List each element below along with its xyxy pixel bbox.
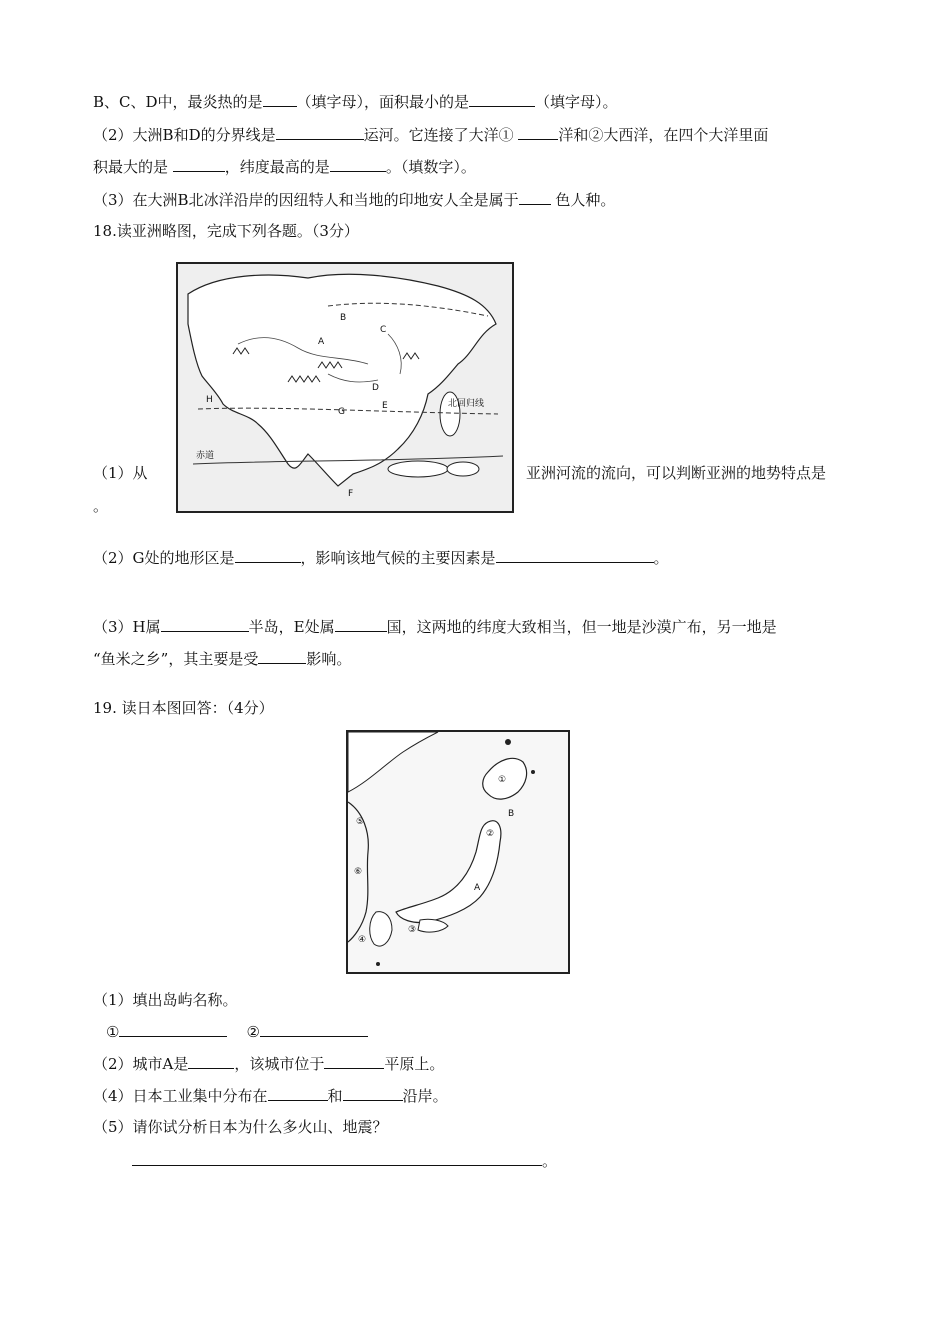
map-label-n5: ⑤ — [356, 817, 365, 827]
q18-text: 。 — [653, 549, 669, 567]
answer-blank[interactable] — [173, 156, 225, 172]
q18-s1-period: 。 — [93, 497, 109, 515]
q19-s4 — [93, 1085, 448, 1106]
q17-text: 色人种。 — [555, 191, 616, 209]
q17-line-3 — [93, 156, 476, 177]
q18-text: “鱼米之乡”，其主要是受 — [93, 650, 259, 668]
q19-text: 沿岸。 — [402, 1087, 448, 1105]
answer-blank[interactable] — [496, 547, 654, 563]
map-label-a: A — [318, 337, 325, 347]
q19-text: ② — [246, 1023, 260, 1041]
map-label-equator: 赤道 — [196, 451, 215, 461]
answer-blank[interactable] — [235, 547, 301, 563]
q19-text: （2）城市A是 — [93, 1055, 189, 1073]
q19-s1-blanks — [106, 1021, 368, 1042]
q17-text: （填字母）。 — [535, 93, 618, 111]
map-label-tropic: 北回归线 — [448, 399, 485, 409]
map-label-n6: ⑥ — [354, 867, 363, 877]
q17-text: 运河。它连接了大洋① — [363, 126, 514, 144]
japan-map-drawing — [348, 732, 568, 972]
q18-text: 国，这两地的纬度大致相当，但一地是沙漠广布，另一地是 — [386, 618, 777, 636]
q17-text: 。（填数字）。 — [385, 158, 476, 176]
q18-text: ，影响该地气候的主要因素是 — [300, 549, 496, 567]
q19-s1: （1）填出岛屿名称。 — [93, 991, 238, 1009]
map-label-b: B — [340, 313, 347, 323]
map-label-h: H — [206, 395, 213, 405]
map-label-g: G — [338, 407, 345, 417]
q18-s3 — [93, 616, 777, 637]
q17-text: 洋和②大西洋，在四个大洋里面 — [558, 126, 769, 144]
q19-s5: （5）请你试分析日本为什么多火山、地震？ — [93, 1118, 388, 1136]
asia-map-drawing — [178, 264, 512, 511]
japan-map — [346, 730, 570, 974]
answer-blank[interactable] — [188, 1053, 234, 1069]
answer-blank[interactable] — [268, 1085, 328, 1101]
answer-blank[interactable] — [161, 616, 249, 632]
answer-blank[interactable] — [519, 189, 551, 205]
map-label-b: B — [508, 809, 515, 819]
q18-text: （2）G处的地形区是 — [93, 549, 235, 567]
map-label-e: E — [382, 401, 388, 411]
q18-text: 影响。 — [306, 650, 352, 668]
q19-text: （4）日本工业集中分布在 — [93, 1087, 268, 1105]
q18-text: （3）H属 — [93, 618, 161, 636]
q17-text: B、C、D中，最炎热的是 — [93, 93, 263, 111]
q17-text: （填字母），面积最小的是 — [296, 93, 470, 111]
q18-s2 — [93, 547, 669, 568]
q17-line-4 — [93, 189, 615, 210]
q19-title: 19. 读日本图回答：（4分） — [93, 699, 274, 717]
answer-blank[interactable] — [119, 1021, 227, 1037]
answer-blank[interactable] — [330, 156, 386, 172]
q17-text: （2）大洲B和D的分界线是 — [93, 126, 276, 144]
q19-text: 和 — [327, 1087, 343, 1105]
answer-blank[interactable] — [324, 1053, 384, 1069]
answer-blank[interactable] — [335, 616, 387, 632]
q17-text: 积最大的是 — [93, 158, 169, 176]
q18-title: 18.读亚洲略图，完成下列各题。（3分） — [93, 222, 359, 240]
map-label-f: F — [348, 489, 354, 499]
q17-line-2 — [93, 124, 768, 145]
map-label-n4: ④ — [358, 935, 367, 945]
asia-map — [176, 262, 514, 513]
map-label-d: D — [372, 383, 379, 393]
q17-text: （3）在大洲B北冰洋沿岸的因纽特人和当地的印地安人全是属于 — [93, 191, 519, 209]
answer-blank[interactable] — [258, 648, 306, 664]
map-label-c: C — [380, 325, 387, 335]
q18-text: 半岛，E处属 — [248, 618, 335, 636]
map-label-a: A — [474, 883, 481, 893]
map-label-n2: ② — [486, 829, 495, 839]
answer-blank[interactable] — [276, 124, 364, 140]
map-label-n1: ① — [498, 775, 507, 785]
q19-text: 平原上。 — [384, 1055, 445, 1073]
q19-text: ，该城市位于 — [234, 1055, 325, 1073]
answer-blank[interactable] — [518, 124, 558, 140]
answer-blank[interactable] — [263, 91, 297, 107]
q19-text: ① — [106, 1023, 120, 1041]
q18-s3-cont — [93, 648, 351, 669]
answer-blank[interactable] — [343, 1085, 403, 1101]
q19-s2 — [93, 1053, 444, 1074]
q18-s1-end: 亚洲河流的流向，可以判断亚洲的地势特点是 — [526, 464, 827, 482]
answer-blank[interactable] — [260, 1021, 368, 1037]
q19-text: 。 — [542, 1152, 558, 1170]
q19-s5-answer — [132, 1150, 557, 1171]
q17-text: ，纬度最高的是 — [224, 158, 330, 176]
q17-line-1 — [93, 91, 618, 112]
map-label-n3: ③ — [408, 925, 417, 935]
answer-blank[interactable] — [132, 1150, 542, 1166]
answer-blank[interactable] — [469, 91, 535, 107]
q18-s1-start: （1）从 — [93, 464, 148, 482]
